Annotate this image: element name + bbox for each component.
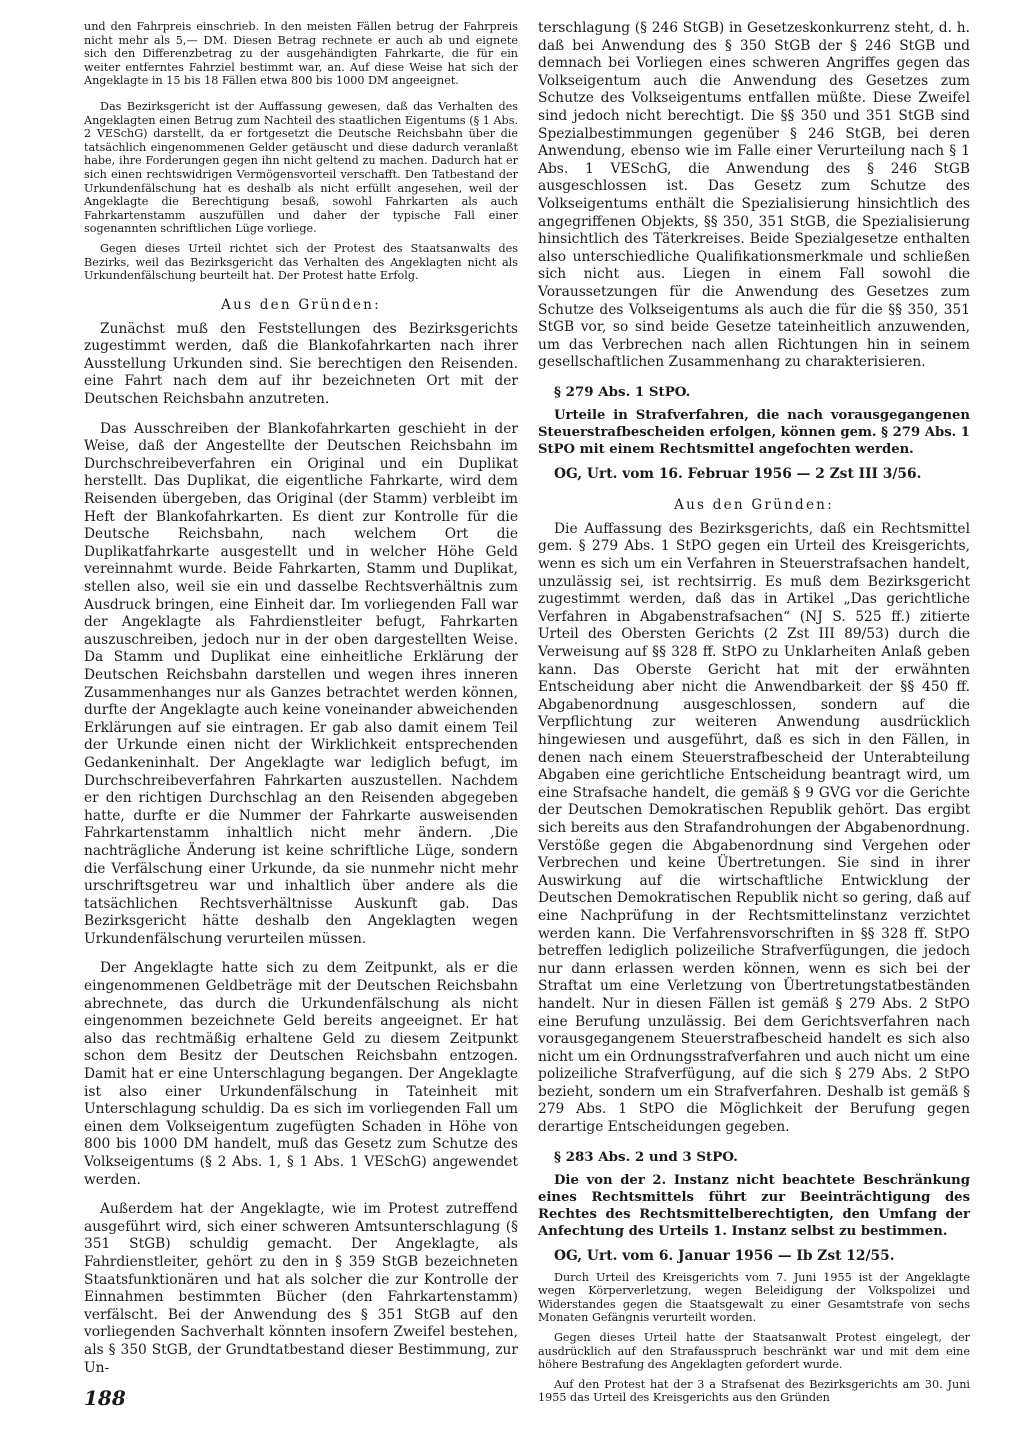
guiding-principle-279: Urteile in Strafverfahren, die nach vorausgegangenen Steuerstrafbescheiden erfolgen, können gem. § 279 Abs. 1 StPO mit einem Rechtsmittel angefochten werden.	[538, 407, 970, 457]
left-paragraph-7: Außerdem hat der Angeklagte, wie im Protest zutreffend ausgeführt wird, sich einer schweren Amtsunterschlagung (§ 351 StGB) schuldig gemacht. Der Angeklagte, als Fahrdienstleiter, gehört zu den in § 359 StGB bezeichneten Staatsfunktionären und hat als solcher die zur Kontrolle der Einnahmen bestimmten Bücher (den Fahrkartenstamm) verfälscht. Bei der Anwendung des § 351 StGB auf den vorliegenden Sachverhalt könnten insofern Zweifel bestehen, als § 350 StGB, der Grundtatbestand dieser Bestimmung, zur Un-	[84, 1201, 518, 1376]
section-title-283: § 283 Abs. 2 und 3 StPO.	[554, 1148, 738, 1165]
right-paragraph-1: terschlagung (§ 246 StGB) in Gesetzeskonkurrenz steht, d. h. daß bei Anwendung des § 350 StGB der § 246 StGB und demnach bei Vorliegen eines schweren Angriffes gegen das Volkseigentum auch die Anwendung des Gesetzes zum Schutze des Volkseigentums entfallen müßte. Diese Zweifel sind jedoch nicht berechtigt. Die §§ 350 und 351 StGB sind Spezialbestimmungen gegenüber § 246 StGB, bei deren Anwendung, ebenso wie im Falle einer Verurteilung nach § 1 Abs. 1 VESchG, die Anwendung des § 246 StGB ausgeschlossen ist. Das Gesetz zum Schutze des Volkseigentums enthält die Spezialisierung hinsichtlich des angegriffenen Objekts, §§ 350, 351 StGB, die Spezialisierung hinsichtlich des Täterkreises. Beide Spezialgesetze enthalten also unterschiedliche Qualifikationsmerkmale und schließen sich nicht aus. Liegen in einem Fall sowohl die Voraussetzungen für die Anwendung des Gesetzes zum Schutze des Volkseigentums als auch die für die §§ 350, 351 StGB vor, so sind beide Gesetze tateinheitlich anzuwenden, um das Verbrechen nach allen Richtungen hin in seinem gesellschaftlichen Zusammenhang zu charakterisieren.	[538, 20, 970, 371]
left-paragraph-6: Der Angeklagte hatte sich zu dem Zeitpunkt, als er die eingenommenen Geldbeträge mit der Deutschen Reichsbahn abrechnete, das durch die Urkundenfälschung als nicht eingenommen bezeichnete Geld bereits angeeignet. Er hat also das rechtmäßig erhaltene Geld zu diesem Zeitpunkt schon dem Besitz der Deutschen Reichsbahn entzogen. Damit hat er eine Unterschlagung begangen. Der Angeklagte ist also einer Urkundenfälschung in Tateinheit mit Unterschlagung schuldig. Da es sich im vorliegenden Fall um einen dem Volkseigentum zugefügten Schaden in Höhe von 800 bis 1000 DM handelt, muß das Gesetz zum Schutze des Volkseigentums (§ 2 Abs. 1, § 1 Abs. 1 VESchG) angewendet werden.	[84, 960, 518, 1188]
left-paragraph-2: Das Bezirksgericht ist der Auffassung gewesen, daß das Verhalten des Angeklagten einen Betrug zum Nachteil des staatlichen Eigentums (§ 1 Abs. 2 VESchG) darstellt, da er fortgesetzt die Deutsche Reichsbahn über die tatsächlich eingenommenen Gelder getäuscht und diese dadurch veranlaßt habe, ihre Forderungen gegen ihn nicht geltend zu machen. Dadurch hat er sich einen rechtswidrigen Vermögensvorteil verschafft. Den Tatbestand der Urkundenfälschung hat es deshalb als nicht erfüllt angesehen, weil der Angeklagte die Berechtigung besaß, sowohl Fahrkarten als auch Fahrkartenstamm auszufüllen und daher der typische Fall einer sogenannten schriftlichen Lüge vorliege.	[84, 99, 518, 236]
right-paragraph-4: Gegen dieses Urteil hatte der Staatsanwalt Protest eingelegt, der ausdrücklich auf den Strafausspruch beschränkt war und mit dem eine höhere Bestrafung des Angeklagten gefordert wurde.	[538, 1331, 970, 1372]
left-column	[84, 20, 518, 1377]
page-number: 188	[84, 1386, 126, 1410]
left-paragraph-1: und den Fahrpreis einschrieb. In den meisten Fällen betrug der Fahrpreis nicht mehr als 5,— DM. Diesen Betrag rechnete er auch ab und eignete sich den Differenzbetrag zu der ausgehändigten Fahrkarte, die für ein weiter entferntes Fahrziel bestimmt war, an. Auf diese Weise hat sich der Angeklagte in 15 bis 18 Fällen etwa 800 bis 1000 DM angeeignet.	[84, 20, 518, 88]
left-paragraph-5: Das Ausschreiben der Blankofahrkarten geschieht in der Weise, daß der Angestellte der Deutschen Reichsbahn im Durchschreibeverfahren ein Original und ein Duplikat herstellt. Das Duplikat, die eigentliche Fahrkarte, wird dem Reisenden übergeben, das Original (der Stamm) verbleibt im Heft der Blankofahrkarten. Es dient zur Kontrolle für die Deutsche Reichsbahn, nach welchem Ort die Duplikatfahrkarte ausgestellt und in welcher Höhe Geld vereinnahmt wurde. Beide Fahrkarten, Stamm und Duplikat, stellen also, weil sie ein und dasselbe Rechtsverhältnis zum Ausdruck bringen, eine Einheit dar. Im vorliegenden Fall war der Angeklagte als Fahrdienstleiter befugt, Fahrkarten auszuschreiben, jedoch nur in der oben dargestellten Weise. Da Stamm und Duplikat eine einheitliche Erklärung der Deutschen Reichsbahn darstellen und wegen ihres inneren Zusammenhanges nur als Ganzes betrachtet werden können, durfte der Angeklagte auch keine voneinander abweichenden Erklärungen auf sie eintragen. Er gab also damit einem Teil der Urkunde einen nicht der Wirklichkeit entsprechenden Gedankeninhalt. Der Angeklagte war lediglich befugt, im Durchschreibeverfahren Fahrkarten auszustellen. Nachdem er den richtigen Durchschlag an den Reisenden abgegeben hatte, durfte er die Nummer der Fahrkarte ausweisenden Fahrkartenstamm inhaltlich nicht mehr ändern. ‚Die nachträgliche Änderung ist keine schriftliche Lüge, sondern die Verfälschung einer Urkunde, da sie nunmehr nicht mehr urschriftsgetreu war und inhaltlich über andere als die tatsächlichen Rechtsverhältnisse Auskunft gab. Das Bezirksgericht hätte deshalb den Angeklagten wegen Urkundenfälschung verurteilen müssen.	[84, 420, 518, 947]
section-heading-reasons-2: Aus den Gründen:	[674, 496, 834, 513]
left-paragraph-4: Zunächst muß den Feststellungen des Bezirksgerichts zugestimmt werden, daß die Blankofahrkarten nach ihrer Ausstellung Urkunden sind. Sie berechtigen den Reisenden. eine Fahrt nach dem auf ihr bezeichneten Ort mit der Deutschen Reichsbahn anzutreten.	[84, 320, 518, 408]
right-paragraph-5: Auf den Protest hat der 3 a Strafsenat des Bezirksgerichts am 30. Juni 1955 das Urteil des Kreisgerichts aus den Gründen	[538, 1377, 970, 1405]
section-heading-reasons: Aus den Gründen:	[221, 296, 381, 313]
right-column	[538, 20, 970, 1405]
section-title-279: § 279 Abs. 1 StPO.	[554, 383, 691, 400]
citation-283: OG, Urt. vom 6. Januar 1956 — Ib Zst 12/55.	[554, 1247, 895, 1264]
left-paragraph-3: Gegen dieses Urteil richtet sich der Protest des Staatsanwalts des Bezirks, weil das Bezirksgericht das Verhalten des Angeklagten nicht als Urkundenfälschung beurteilt hat. Der Protest hatte Erfolg.	[84, 241, 518, 283]
right-paragraph-2: Die Auffassung des Bezirksgerichts, daß ein Rechtsmittel gem. § 279 Abs. 1 StPO gegen ein Urteil des Kreisgerichts, wenn es sich um ein Verfahren in Steuerstrafsachen handelt, unzulässig sei, ist rechtsirrig. Es muß dem Bezirksgericht zugestimmt werden, daß das in Artikel „Das gerichtliche Verfahren in Abgabenstrafsachen“ (NJ S. 525 ff.) zitierte Urteil des Obersten Gerichts (2 Zst III 89/53) durch die Verweisung auf §§ 328 ff. StPO zu Unklarheiten Anlaß geben kann. Das Oberste Gericht hat mit der erwähnten Entscheidung aber nicht die Anwendbarkeit der §§ 450 ff. Abgabenordnung ausgeschlossen, sondern auf die Verpflichtung zur weiteren Anwendung ausdrücklich hingewiesen und ausgeführt, daß es sich in den Fällen, in denen nach einem Steuerstrafbescheid der Unterabteilung Abgaben eine gerichtliche Entscheidung beantragt wird, um eine Strafsache handelt, die gemäß § 9 GVG vor die Gerichte der Deutschen Demokratischen Republik gehört. Das ergibt sich bereits aus den Strafandrohungen der Abgabenordnung. Verstöße gegen die Abgabenordnung sind Vergehen oder Verbrechen und keine Übertretungen. Sie sind in ihrer Auswirkung auf die wirtschaftliche Entwicklung der Deutschen Demokratischen Republik nicht so gering, daß auf eine Nachprüfung in der Rechtsmittelinstanz verzichtet werden kann. Die Verfahrensvorschriften in §§ 328 ff. StPO betreffen lediglich polizeiliche Strafverfügungen, die jedoch nur dann erlassen werden können, wenn es sich bei der Straftat um eine Verletzung von Übertretungstatbeständen handelt. Nur in diesen Fällen ist gemäß § 279 Abs. 2 StPO eine Berufung unzulässig. Bei dem Gerichtsverfahren nach vorausgegangenem Steuerstrafbescheid handelt es sich also nicht um ein Ordnungsstrafverfahren und auch nicht um eine polizeiliche Strafverfügung, auf die sich § 279 Abs. 2 StPO bezieht, sondern um ein Strafverfahren. Deshalb ist gemäß § 279 Abs. 1 StPO die Möglichkeit der Berufung gegen derartige Entscheidungen gegeben.	[538, 520, 970, 1136]
right-paragraph-3: Durch Urteil des Kreisgerichts vom 7. Juni 1955 ist der Angeklagte wegen Körperverletzung, wegen Beleidigung der Volkspolizei und Widerstandes gegen die Staatsgewalt zu einer Gesamtstrafe von sechs Monaten Gefängnis verurteilt worden.	[538, 1270, 970, 1325]
citation-279: OG, Urt. vom 16. Februar 1956 — 2 Zst III 3/56.	[554, 465, 922, 482]
guiding-principle-283: Die von der 2. Instanz nicht beachtete Beschränkung eines Rechtsmittels führt zur Beeinträchtigung des Rechtes des Rechtsmittelberechtigten, den Umfang der Anfechtung des Urteils 1. Instanz selbst zu bestimmen.	[538, 1172, 970, 1239]
